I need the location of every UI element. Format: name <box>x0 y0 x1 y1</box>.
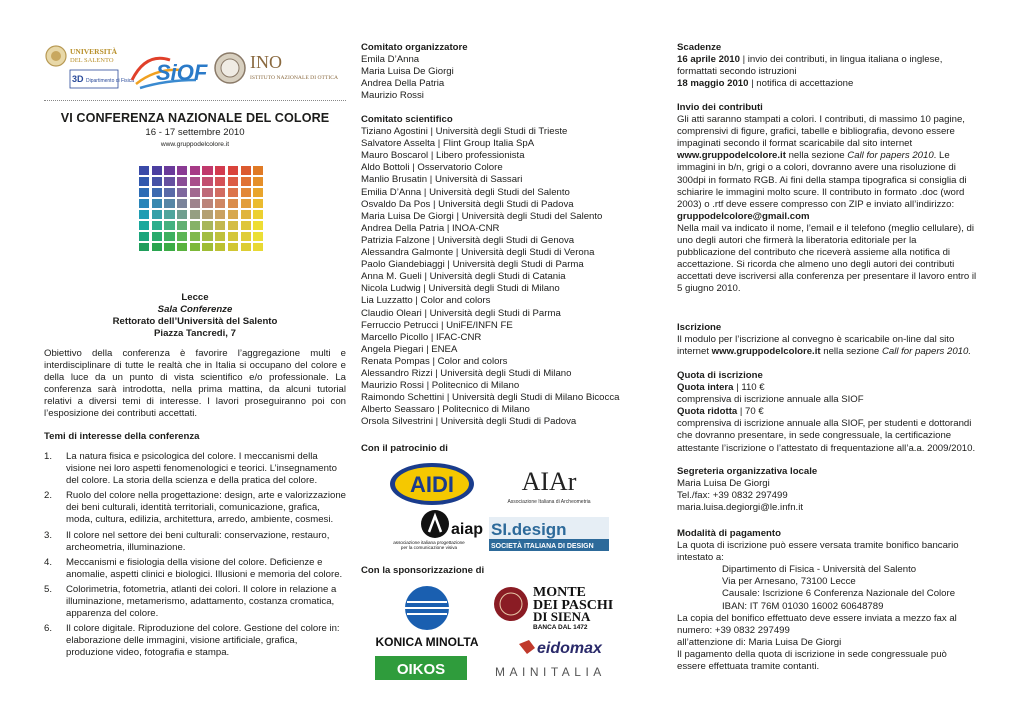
sidesign-text: SI.design <box>491 520 567 539</box>
registration-text: Il modulo per l’iscrizione al convegno è scaricabile on-line dal sito internet <box>677 334 955 358</box>
color-swatch-cell <box>202 243 212 252</box>
color-swatch-cell <box>228 210 238 219</box>
mps-line2: DEI PASCHI <box>533 598 614 613</box>
siof-logo <box>126 46 212 92</box>
color-swatch-cell <box>215 243 225 252</box>
color-swatch-cell <box>164 199 174 208</box>
color-swatch-cell <box>228 243 238 252</box>
registration-section-name: Call for papers 2010. <box>881 346 971 358</box>
list-item: Tel./fax: +39 0832 297499 <box>677 490 788 502</box>
registration-section <box>677 322 977 358</box>
list-item: Nicola Ludwig | Università degli Studi di Milano <box>361 283 560 295</box>
conference-title: VI CONFERENZA NAZIONALE DEL COLORE <box>60 111 330 125</box>
unisalento-sub: Dipartimento di Fisica <box>86 78 135 84</box>
list-item: Raimondo Schettini | Università degli Studi di Milano Bicocca <box>361 392 620 404</box>
oikos-text: OIKOS <box>396 661 446 678</box>
venue-building: Rettorato dell’Università del Salento <box>112 316 278 328</box>
list-text: Meccanismi e fisiologia della visione del colore. Deficienze e anomalie, aspetti clinici e biologici. Illusioni e memoria del colore. <box>66 556 343 580</box>
color-swatch-cell <box>190 243 200 252</box>
secretariat-section <box>677 466 977 514</box>
color-swatch-cell <box>139 210 149 219</box>
color-swatch-cell <box>177 188 187 197</box>
fee-full-note: comprensiva di iscrizione annuale alla SIOF <box>677 394 864 406</box>
color-swatch-cell <box>139 188 149 197</box>
deadlines-section <box>677 42 977 90</box>
header-logos <box>44 40 346 96</box>
submission-text: Gli atti saranno stampati a colori. I contributi, di massimo 10 pagine, comprensivi di figure, grafici, tabelle e bibliografia, devono essere impaginati secondo il format scaricabile dal sito internet <box>677 114 965 150</box>
intro-paragraph: Obiettivo della conferenza è favorire l’aggregazione multi e interdisciplinare di tutte le realtà che in Italia si occupano del colore e della luce da un punto di vista scientifico e/o professionale. La conferenza sarà introdotta, nella prima mattina, da alcuni tutorial relativi a diversi temi di interesse. I lavori proseguiranno poi con l’esposizione dei contributi accettati. <box>44 348 346 420</box>
aiar-sub: Associazione Italiana di Archeometria <box>507 499 591 505</box>
color-swatch-cell <box>152 177 162 186</box>
fee-reduced-label: Quota ridotta <box>677 406 738 418</box>
color-swatch-cell <box>241 232 251 241</box>
list-item: Marcello Picollo | IFAC-CNR <box>361 331 482 343</box>
deadline-1-date: 16 aprile 2010 <box>677 54 740 66</box>
deadline-2-text: | notifica di accettazione <box>748 78 854 90</box>
deadline-2 <box>677 78 977 90</box>
list-item: Dipartimento di Fisica - Università del Salento <box>722 564 917 576</box>
color-swatch-cell <box>202 166 212 175</box>
color-swatch-cell <box>164 188 174 197</box>
list-text: La natura fisica e psicologica del colore. I meccanismi della visione nei loro aspetti fenomenologici e teorici. L’insegnamento del colore. La storia della scienza e della pratica del colore. <box>66 451 337 487</box>
list-item: Via per Arnesano, 73100 Lecce <box>722 576 856 588</box>
color-swatch-cell <box>228 199 238 208</box>
color-swatch-cell <box>190 232 200 241</box>
payment-paragraph-1: La quota di iscrizione può essere versata tramite bonifico bancario intestato a: <box>677 540 959 564</box>
venue-city: Lecce <box>181 292 209 303</box>
color-swatch-cell <box>152 188 162 197</box>
color-swatch-cell <box>177 166 187 175</box>
scientific-committee <box>361 114 661 428</box>
registration-paragraph <box>677 334 977 358</box>
list-item: Claudio Oleari | Università degli Studi di Parma <box>361 307 561 319</box>
color-swatch-cell <box>215 166 225 175</box>
color-swatch-cell <box>164 243 174 252</box>
color-swatch-cell <box>228 177 238 186</box>
mps-line1: MONTE <box>533 585 586 600</box>
submission-paragraph <box>677 114 977 211</box>
fee-heading: Quota di iscrizione <box>677 370 763 381</box>
sidesign-logo <box>489 517 609 555</box>
color-swatch-cell <box>152 243 162 252</box>
color-swatch-cell <box>253 188 263 197</box>
list-item: Maria Luisa De Giorgi <box>677 478 770 490</box>
deadline-1-text: | invio dei contributi, in lingua italiana o inglese, formattati secondo istruzioni <box>677 54 943 78</box>
color-swatch-cell <box>228 166 238 175</box>
color-swatch-cell <box>215 188 225 197</box>
list-item: IBAN: IT 76M 01030 16002 60648789 <box>722 600 884 612</box>
list-item: Lia Luzzatto | Color and colors <box>361 295 491 307</box>
ino-name: INO <box>250 52 282 72</box>
submission-section-name: Call for papers 2010 <box>847 150 934 162</box>
color-swatch-cell <box>177 199 187 208</box>
sponsor-heading: Con la sponsorizzazione di <box>361 565 485 576</box>
sidesign-sub: SOCIETÀ ITALIANA DI DESIGN <box>491 543 594 550</box>
color-swatch-cell <box>152 166 162 175</box>
header-divider <box>44 100 346 101</box>
submission-site-link[interactable]: www.gruppodelcolore.it <box>677 150 786 162</box>
list-item <box>44 584 346 620</box>
color-swatch-cell <box>164 166 174 175</box>
list-item: Renata Pompas | Color and colors <box>361 355 508 367</box>
mps-line3: DI SIENA <box>533 609 591 624</box>
color-swatch-cell <box>215 210 225 219</box>
color-swatch-cell <box>152 221 162 230</box>
list-item: Alessandro Rizzi | Università degli Studi di Milano <box>361 367 572 379</box>
color-swatch-cell <box>241 177 251 186</box>
color-swatch-cell <box>139 243 149 252</box>
list-number: 3. <box>44 529 53 541</box>
color-swatch-cell <box>164 232 174 241</box>
themes-heading: Temi di interesse della conferenza <box>44 431 200 442</box>
secretariat-heading: Segreteria organizzativa locale <box>677 466 818 477</box>
color-swatch-cell <box>228 188 238 197</box>
color-swatch-cell <box>139 199 149 208</box>
payment-paragraph-3: all’attenzione di: Maria Luisa De Giorgi <box>677 636 842 648</box>
color-swatch-cell <box>190 177 200 186</box>
fee-full-value: | 110 € <box>733 382 765 394</box>
color-swatch-cell <box>253 166 263 175</box>
ino-logo <box>214 46 346 92</box>
color-swatch-cell <box>164 221 174 230</box>
deadline-1 <box>677 54 977 78</box>
color-swatch-cell <box>202 232 212 241</box>
color-swatch-cell <box>202 188 212 197</box>
submission-text: . Le immagini in b/n, grigi o a colori, dovranno avere una risoluzione di 300dpi in formato RGB. Ai fini della stampa tipografica si consiglia di schiarire le immagini molto scure. Il contributo in formato .doc (word 2003) o .rtf deve essere compresso con ZIP e inviato all’indirizzo: <box>677 150 967 210</box>
aiar-text: AIAr <box>521 467 577 496</box>
list-item: Orsola Silvestrini | Università degli Studi di Padova <box>361 416 577 428</box>
color-swatch-cell <box>139 221 149 230</box>
submission-section <box>677 102 977 296</box>
oikos-logo <box>375 656 467 684</box>
submission-heading: Invio dei contributi <box>677 102 763 113</box>
konica-text: KONICA MINOLTA <box>375 635 479 649</box>
conference-dates: 16 - 17 settembre 2010 <box>145 127 245 138</box>
organizing-committee <box>361 42 661 102</box>
list-text: Colorimetria, fotometria, atlanti dei colori. Il colore in relazione a illuminazione, metamerismo, adattamento, costanza cromatica, apparenza del colore. <box>66 583 337 620</box>
color-swatch-cell <box>152 232 162 241</box>
color-swatch-cell <box>139 232 149 241</box>
aiar-logo <box>489 462 609 510</box>
list-item: Alberto Seassaro | Politecnico di Milano <box>361 404 530 416</box>
fee-reduced-value: | 70 € <box>737 406 764 418</box>
submission-paragraph-3: Nella mail va indicato il nome, l’email e il telefono (meglio cellulare), di uno degli autori che firmerà la liberatoria editoriale per la pubblicazione del contributo che riceverà assieme alla notifica di accettazione. Si ricorda che almeno uno degli autori dei contributi accettati deve iscriversi alla conferenza per presentare il lavoro entro il 5 giugno 2010. <box>677 222 977 295</box>
color-swatch-cell <box>177 221 187 230</box>
color-swatch-cell <box>253 199 263 208</box>
color-swatch-cell <box>177 232 187 241</box>
color-swatch-cell <box>228 232 238 241</box>
aidi-text: AIDI <box>410 472 454 497</box>
organizing-heading: Comitato organizzatore <box>361 42 468 53</box>
registration-text: nella sezione <box>820 346 882 358</box>
color-swatch-cell <box>253 232 263 241</box>
list-item: Maria Luisa De Giorgi | Università degli Studi del Salento <box>361 210 603 222</box>
siof-text: SiOF <box>156 60 208 85</box>
color-swatch-cell <box>202 221 212 230</box>
list-item: Andrea Della Patria | INOA-CNR <box>361 222 500 234</box>
color-swatch-cell <box>177 177 187 186</box>
color-swatch-cell <box>152 210 162 219</box>
mainitalia-logo <box>495 662 635 684</box>
color-swatch-cell <box>164 210 174 219</box>
color-swatch-cell <box>190 221 200 230</box>
conference-website: www.gruppodelcolore.it <box>160 141 230 148</box>
list-item: Tiziano Agostini | Università degli Studi di Trieste <box>361 126 568 138</box>
payment-paragraph-2: La copia del bonifico effettuato deve essere inviata a mezzo fax al numero: +39 0832 297499 <box>677 612 957 636</box>
color-swatch-cell <box>253 221 263 230</box>
list-item: Manlio Brusatin | Università di Sassari <box>361 174 523 186</box>
color-swatch-cell <box>190 166 200 175</box>
ino-sub: ISTITUTO NAZIONALE DI OTTICA <box>250 75 338 81</box>
list-item <box>44 557 346 581</box>
color-swatch-cell <box>253 243 263 252</box>
color-swatch-cell <box>241 199 251 208</box>
color-swatch-cell <box>215 221 225 230</box>
aiap-text: aiap <box>451 521 484 538</box>
color-swatch-cell <box>215 177 225 186</box>
list-item: Osvaldo Da Pos | Università degli Studi di Padova <box>361 198 574 210</box>
list-number: 2. <box>44 490 53 502</box>
list-item: Paolo Giandebiaggi | Università degli Studi di Parma <box>361 259 584 271</box>
list-item <box>44 623 346 659</box>
list-item: Ferruccio Petrucci | UniFE/INFN FE <box>361 319 513 331</box>
list-item: Andrea Della Patria <box>361 78 445 90</box>
submission-text: nella sezione <box>785 150 848 162</box>
aiap-logo <box>373 508 485 556</box>
submission-email-link[interactable]: gruppodelcolore@gmail.com <box>677 210 810 222</box>
list-number: 4. <box>44 556 53 568</box>
color-swatch-cell <box>202 199 212 208</box>
color-swatch-cell <box>215 199 225 208</box>
unisalento-logo <box>44 40 135 94</box>
list-item: Maurizio Rossi <box>361 90 424 102</box>
venue-address: Piazza Tancredi, 7 <box>154 328 236 340</box>
list-item: Maurizio Rossi | Politecnico di Milano <box>361 380 520 392</box>
list-item: Angela Piegari | ENEA <box>361 343 458 355</box>
registration-heading: Iscrizione <box>677 322 722 333</box>
list-text: Il colore digitale. Riproduzione del colore. Gestione del colore in: elaborazione delle immagini, visione artificiale, grafica, produzione video, fotografia e stampa. <box>66 623 340 659</box>
list-item <box>44 530 346 554</box>
color-swatch-cell <box>241 166 251 175</box>
color-swatch-cell <box>253 177 263 186</box>
fee-reduced-note: comprensiva di iscrizione annuale alla SIOF, per studenti e dottorandi che dovranno presentare, in sede congressuale, la certificazione attestante l’iscrizione o l’attestato di frequentazione all’a.a. 2009/2010. <box>677 418 976 454</box>
list-item: Patrizia Falzone | Università degli Studi di Genova <box>361 234 575 246</box>
scientific-heading: Comitato scientifico <box>361 114 453 125</box>
unisalento-line1: UNIVERSITÀ <box>70 47 118 56</box>
patronage-heading: Con il patrocinio di <box>361 443 448 454</box>
list-item: Causale: Iscrizione 6 Conferenza Nazionale del Colore <box>722 588 956 600</box>
list-item: Alessandra Galmonte | Università degli Studi di Verona <box>361 247 595 259</box>
list-item: Emila D’Anna <box>361 54 420 66</box>
list-number: 5. <box>44 583 53 595</box>
color-swatch-cell <box>177 243 187 252</box>
color-swatch-cell <box>202 210 212 219</box>
list-number: 1. <box>44 451 53 462</box>
aiap-sub1: associazione italiana progettazione <box>393 540 465 545</box>
list-item: Salvatore Asselta | Flint Group Italia SpA <box>361 138 535 150</box>
mps-logo <box>493 582 623 634</box>
list-item: Anna M. Gueli | Università degli Studi di Catania <box>361 271 566 283</box>
color-swatch-cell <box>253 210 263 219</box>
secretariat-email[interactable]: maria.luisa.degiorgi@le.infn.it <box>677 502 803 514</box>
color-swatch-cell <box>228 221 238 230</box>
color-swatch-cell <box>215 232 225 241</box>
color-swatch-cell <box>241 243 251 252</box>
color-swatch-cell <box>190 199 200 208</box>
color-swatch-cell <box>241 221 251 230</box>
deadline-2-date: 18 maggio 2010 <box>677 78 749 90</box>
konica-minolta-logo <box>373 584 481 654</box>
aiap-sub2: per la comunicazione visiva <box>400 545 458 550</box>
aidi-logo <box>389 462 475 510</box>
eidomax-logo <box>515 636 619 662</box>
list-item <box>44 490 346 526</box>
list-item: Maria Luisa De Giorgi <box>361 66 454 78</box>
themes-list <box>44 451 346 663</box>
color-swatch-cell <box>190 210 200 219</box>
registration-site-link[interactable]: www.gruppodelcolore.it <box>711 346 821 358</box>
list-item: Mauro Boscarol | Libero professionista <box>361 150 525 162</box>
list-number: 6. <box>44 623 53 635</box>
list-item <box>44 451 346 487</box>
color-swatch-cell <box>177 210 187 219</box>
mainitalia-text: MAINITALIA <box>495 665 606 679</box>
list-text: Ruolo del colore nella progettazione: design, arte e valorizzazione dei beni culturali, identità territoriali, comunicazione, grafica, moda, cultura, edilizia, architettura, arredo, ambiente, cosmesi. <box>66 490 346 526</box>
venue-block <box>44 292 346 340</box>
unisalento-line2: DEL SALENTO <box>70 57 114 64</box>
payment-heading: Modalità di pagamento <box>677 528 781 539</box>
color-swatch-cell <box>190 188 200 197</box>
list-text: Il colore nel settore dei beni culturali: conservazione, restauro, archeometria, illuminazione. <box>66 529 330 553</box>
color-swatch-cell <box>152 199 162 208</box>
fee-full-label: Quota intera <box>677 382 734 394</box>
color-swatch-cell <box>139 177 149 186</box>
color-swatch-cell <box>139 166 149 175</box>
list-item: Aldo Bottoli | Osservatorio Colore <box>361 162 503 174</box>
color-swatch-cell <box>241 210 251 219</box>
list-item: Emilia D’Anna | Università degli Studi del Salento <box>361 186 570 198</box>
mps-line4: BANCA DAL 1472 <box>533 624 588 631</box>
color-swatch-cell <box>164 177 174 186</box>
svg-text:3D: 3D <box>72 74 84 84</box>
payment-section <box>677 528 977 673</box>
payment-paragraph-4: Il pagamento della quota di iscrizione in sede congressuale può essere effettuata tramite contanti. <box>677 648 947 673</box>
color-swatch-grid <box>139 166 263 251</box>
venue-room: Sala Conferenze <box>157 304 233 316</box>
deadlines-heading: Scadenze <box>677 42 722 53</box>
color-swatch-cell <box>241 188 251 197</box>
eidomax-text: eidomax <box>537 640 602 657</box>
color-swatch-cell <box>202 177 212 186</box>
fee-section <box>677 370 977 455</box>
